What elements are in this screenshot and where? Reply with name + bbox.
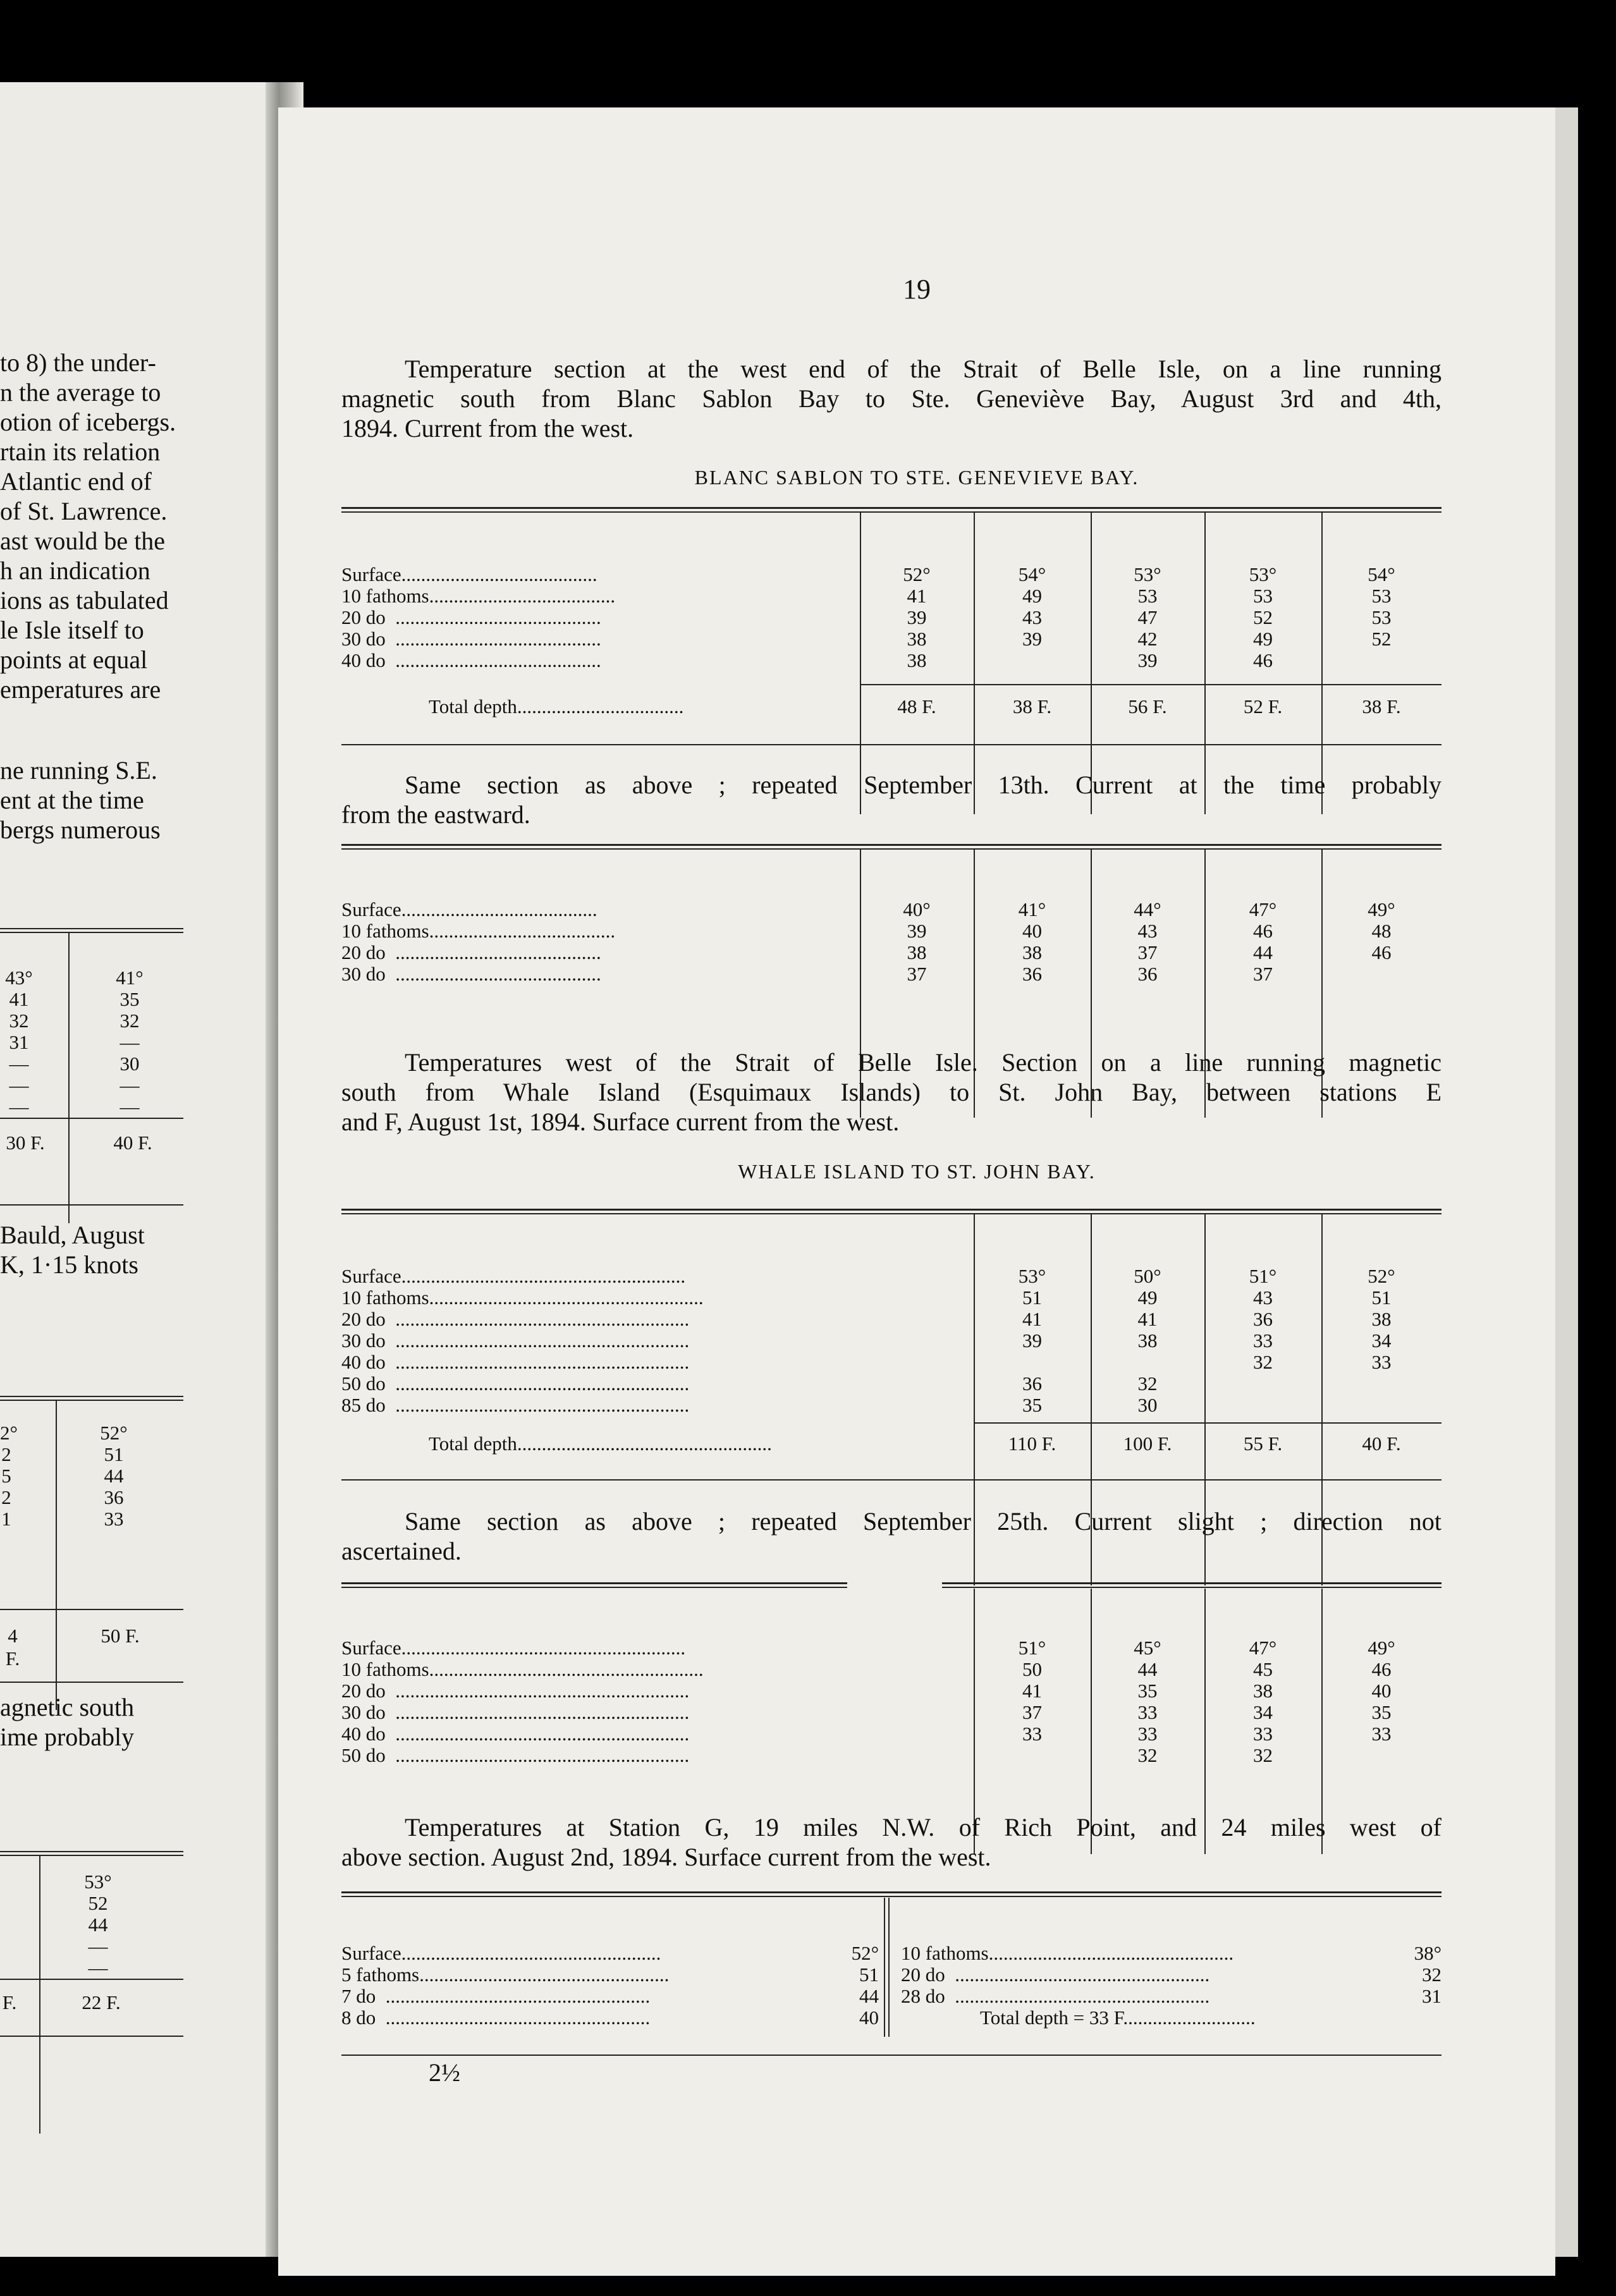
table-cell: 43 — [1137, 920, 1158, 942]
paragraph-line: from the eastward. — [341, 800, 530, 829]
facing-table-total: 40 F. — [113, 1132, 152, 1154]
table-cell: 41 — [1022, 1308, 1042, 1330]
table-cell: — — [88, 1957, 108, 1979]
table-cell: 36 — [1137, 963, 1158, 985]
table-cell: 51° — [1249, 1265, 1277, 1287]
column-divider — [888, 1898, 890, 2037]
table-cell: 52 — [1253, 606, 1273, 628]
row-label: Surface.......................................................... — [341, 1637, 686, 1659]
table-cell: — — [9, 1096, 29, 1118]
row-label: Surface.......................................................... — [341, 1265, 686, 1287]
table-cell: 38 — [907, 628, 927, 650]
table-cell: 53° — [1134, 563, 1161, 585]
row-labels — [341, 564, 615, 671]
facing-table-rule — [0, 1855, 183, 1856]
table-cell: 39 — [907, 920, 927, 942]
table-cell: 53° — [1018, 1265, 1046, 1287]
facing-table-rule — [0, 1118, 183, 1119]
page-edge — [1555, 107, 1578, 2257]
table-top-rule — [341, 844, 1442, 850]
data-column — [1091, 1637, 1204, 1766]
total-value: 56 F. — [1128, 695, 1167, 718]
table-cell: 38° — [1414, 1942, 1442, 1964]
facing-table-col — [70, 1871, 126, 1979]
facing-table-rule — [0, 1204, 183, 1206]
paragraph-line: magnetic south from Blanc Sablon Bay to Ste. Geneviève Bay, August 3rd and 4th, — [341, 384, 1442, 413]
row-label: 5 fathoms................................................... — [341, 1963, 670, 1986]
table-cell: 44 — [104, 1465, 124, 1487]
paragraph-line: south from Whale Island (Esquimaux Islands) to St. John Bay, between stations E — [341, 1078, 1442, 1106]
table-cell — [1321, 1745, 1442, 1766]
data-column — [835, 1943, 879, 2029]
row-label: 20 do ............................................................ — [341, 1308, 690, 1330]
table-cell: 30 — [1137, 1394, 1158, 1416]
facing-table-rule — [0, 1400, 183, 1401]
table-cell: 30 — [119, 1053, 140, 1075]
section-2-paragraph — [341, 770, 1442, 829]
data-column — [1204, 1637, 1321, 1766]
table-cell: 34 — [1371, 1329, 1392, 1352]
table-cell: 51 — [104, 1443, 124, 1465]
table-bottom-rule — [341, 2055, 1442, 2056]
table-cell — [1321, 963, 1442, 985]
page-19 — [278, 107, 1555, 2276]
data-column — [860, 564, 974, 671]
row-label: 30 do ............................................................ — [341, 1329, 690, 1352]
total-depth-label: Total depth.................................................... — [429, 1432, 772, 1455]
table-cell: 49 — [1253, 628, 1273, 650]
table-cell: 49° — [1368, 1637, 1395, 1659]
data-column — [1091, 564, 1204, 671]
facing-line: ime probably — [0, 1723, 135, 1751]
table-cell: 39 — [1022, 1329, 1042, 1352]
total-rule — [860, 684, 1442, 685]
facing-table-col — [0, 1422, 18, 1530]
table-cell: 35 — [1371, 1701, 1392, 1723]
row-labels — [341, 1943, 669, 2029]
data-column — [1321, 1266, 1442, 1416]
row-label: 50 do ............................................................ — [341, 1744, 690, 1766]
row-label: Surface..................................................... — [341, 1942, 661, 1964]
table-cell: 32 — [1422, 1963, 1442, 1986]
data-column — [860, 899, 974, 985]
table-cell: 41° — [116, 967, 144, 989]
table-cell: 52° — [100, 1422, 128, 1444]
paragraph-line: Temperatures west of the Strait of Belle Isle. Section on a line running magnetic — [405, 1048, 1442, 1077]
table-cell: — — [88, 1935, 108, 1957]
table-cell: 42 — [1137, 628, 1158, 650]
row-labels — [341, 1637, 704, 1766]
paragraph-line: and F, August 1st, 1894. Surface current from the west. — [341, 1108, 900, 1136]
table-cell: 43 — [1022, 606, 1042, 628]
table-cell: 32 — [9, 1010, 29, 1032]
table-cell: 1 — [1, 1508, 11, 1530]
facing-table-rule — [0, 1609, 183, 1610]
row-label: 10 fathoms...................................... — [341, 920, 616, 942]
total-value: 38 F. — [1012, 695, 1052, 718]
row-label: 40 do ............................................................ — [341, 1723, 690, 1745]
table-cell: 37 — [1022, 1701, 1042, 1723]
total-depth-label: Total depth.................................. — [429, 695, 684, 718]
table-bottom-rule — [341, 1479, 1442, 1481]
paragraph-line: above section. August 2nd, 1894. Surface current from the west. — [341, 1843, 991, 1871]
table-cell: 38 — [1253, 1680, 1273, 1702]
table-cell: 49 — [1137, 1286, 1158, 1309]
table-cell: 44° — [1134, 898, 1161, 920]
facing-line: points at equal — [0, 645, 148, 674]
table-cell: 48 — [1371, 920, 1392, 942]
table-cell: 38 — [907, 649, 927, 671]
row-label: 10 fathoms........................................................ — [341, 1286, 704, 1309]
section-5-paragraph — [341, 1812, 1442, 1872]
row-label: 30 do ............................................................ — [341, 1701, 690, 1723]
table-cell: 33 — [1253, 1329, 1273, 1352]
facing-line: h an indication — [0, 556, 150, 585]
table-cell: 2 — [1, 1486, 11, 1508]
table-cell: 44 — [88, 1914, 108, 1936]
paragraph-line: 1894. Current from the west. — [341, 414, 634, 443]
table-cell: 34 — [1253, 1701, 1273, 1723]
facing-page-text-d — [0, 1692, 134, 1752]
table-top-rule — [341, 1582, 847, 1588]
facing-line: rtain its relation — [0, 437, 161, 466]
facing-line: n the average to — [0, 378, 161, 406]
table-cell: 53° — [84, 1871, 112, 1893]
table-cell: 33 — [1022, 1723, 1042, 1745]
table-bottom-rule — [341, 744, 1442, 745]
paragraph-line: ascertained. — [341, 1537, 462, 1565]
table-cell: — — [119, 1031, 140, 1053]
table-cell: 37 — [907, 963, 927, 985]
total-value: 110 F. — [1008, 1432, 1056, 1455]
row-label: 20 do .................................................... — [901, 1963, 1210, 1986]
table-cell: 41 — [1137, 1308, 1158, 1330]
data-column — [974, 1266, 1091, 1416]
table-top-rule — [341, 1209, 1442, 1214]
table-cell: 36 — [1022, 1372, 1042, 1395]
facing-line: emperatures are — [0, 675, 161, 704]
paragraph-line: Same section as above ; repeated September 13th. Current at the time probably — [405, 771, 1442, 799]
row-labels — [341, 899, 615, 985]
table-cell: 47 — [1137, 606, 1158, 628]
facing-page — [0, 82, 272, 2257]
row-labels — [901, 1943, 1256, 2029]
facing-table-total: F. — [2, 1991, 17, 2013]
table-cell: 32 — [119, 1010, 140, 1032]
table-cell: 46 — [1371, 1658, 1392, 1680]
table-cell: 46 — [1253, 920, 1273, 942]
table-cell — [1321, 650, 1442, 671]
section-1-title: BLANC SABLON TO STE. GENEVIEVE BAY. — [694, 466, 1139, 489]
table-cell — [974, 1352, 1091, 1373]
row-label: 85 do ............................................................ — [341, 1394, 690, 1416]
table-cell: 33 — [1253, 1723, 1273, 1745]
table-cell: 40 — [859, 2006, 879, 2029]
facing-line: ions as tabulated — [0, 586, 169, 614]
table-cell: 47° — [1249, 1637, 1277, 1659]
table-cell: 32 — [1253, 1744, 1273, 1766]
facing-table-total: 30 F. — [6, 1132, 45, 1154]
total-value: 38 F. — [1362, 695, 1401, 718]
paragraph-line: Temperatures at Station G, 19 miles N.W. of Rich Point, and 24 miles west of — [405, 1813, 1442, 1841]
facing-table-divider — [39, 1855, 40, 2134]
facing-page-text-b — [0, 755, 161, 845]
data-column — [1204, 899, 1321, 985]
table-cell: 33 — [1137, 1723, 1158, 1745]
table-cell: 40 — [1371, 1680, 1392, 1702]
table-top-rule — [341, 507, 1442, 513]
facing-line: K, 1·15 knots — [0, 1250, 138, 1279]
facing-table-total: 22 F. — [82, 1991, 121, 2013]
table-cell: 39 — [1137, 649, 1158, 671]
row-label: 30 do .......................................... — [341, 628, 601, 650]
facing-line: bergs numerous — [0, 815, 161, 844]
table-cell: 33 — [1371, 1723, 1392, 1745]
table-cell: 33 — [104, 1508, 124, 1530]
facing-line: to 8) the under- — [0, 348, 156, 377]
total-value: 40 F. — [1362, 1432, 1401, 1455]
table-cell: 36 — [1022, 963, 1042, 985]
data-column — [1321, 1637, 1442, 1766]
table-cell: 51 — [1371, 1286, 1392, 1309]
facing-line: ne running S.E. — [0, 756, 157, 785]
table-cell: — — [119, 1074, 140, 1096]
table-cell: 52° — [903, 563, 931, 585]
row-label: 40 do ............................................................ — [341, 1351, 690, 1373]
table-cell: — — [9, 1053, 29, 1075]
facing-line: of St. Lawrence. — [0, 497, 168, 525]
table-top-rule — [341, 1891, 1442, 1897]
data-column — [1091, 899, 1204, 985]
table-cell: 53° — [1249, 563, 1277, 585]
table-cell: 52° — [851, 1942, 879, 1964]
table-cell — [1321, 1395, 1442, 1416]
signature-mark: 2½ — [429, 2058, 460, 2087]
data-column — [974, 564, 1091, 671]
row-label: 40 do .......................................... — [341, 649, 601, 671]
table-cell: 52 — [1371, 628, 1392, 650]
row-label: 7 do ...................................................... — [341, 1985, 651, 2007]
page-number: 19 — [903, 274, 931, 305]
table-cell: 38 — [1022, 941, 1042, 963]
row-label: 30 do .......................................... — [341, 963, 601, 985]
facing-table-rule — [0, 932, 183, 933]
total-value: 100 F. — [1123, 1432, 1172, 1455]
paragraph-line: Temperature section at the west end of the Strait of Belle Isle, on a line running — [405, 355, 1442, 383]
table-cell: 54° — [1368, 563, 1395, 585]
facing-table-rule — [0, 1851, 183, 1852]
row-label: 28 do .................................................... — [901, 1985, 1210, 2007]
table-cell: 51 — [1022, 1286, 1042, 1309]
row-label: 10 fathoms...................................... — [341, 585, 616, 607]
table-cell: 50 — [1022, 1658, 1042, 1680]
data-column — [974, 1637, 1091, 1766]
table-cell: 39 — [907, 606, 927, 628]
table-cell: 51° — [1018, 1637, 1046, 1659]
facing-table-rule — [0, 928, 183, 929]
table-cell: 2 — [1, 1443, 11, 1465]
table-cell: 40° — [903, 898, 931, 920]
table-top-rule — [942, 1582, 1442, 1588]
section-3-paragraph — [341, 1047, 1442, 1137]
row-label: Surface........................................ — [341, 563, 597, 585]
table-cell: 36 — [1253, 1308, 1273, 1330]
table-cell: 46 — [1253, 649, 1273, 671]
table-cell: 32 — [1137, 1744, 1158, 1766]
section-1-paragraph — [341, 354, 1442, 443]
table-cell: 41 — [1022, 1680, 1042, 1702]
facing-table-rule — [0, 1682, 183, 1683]
table-cell: — — [119, 1096, 140, 1118]
table-cell: 2° — [0, 1422, 18, 1444]
facing-table-rule — [0, 2036, 183, 2037]
facing-table-total: 50 F. — [101, 1625, 140, 1647]
facing-table-col — [0, 967, 38, 1118]
row-label: 10 fathoms.................................................. — [901, 1942, 1234, 1964]
table-cell: 53 — [1371, 606, 1392, 628]
table-cell: 45 — [1253, 1658, 1273, 1680]
table-cell: 50° — [1134, 1265, 1161, 1287]
table-cell — [1091, 1352, 1204, 1373]
table-cell: 41° — [1018, 898, 1046, 920]
facing-table-col — [95, 1422, 133, 1530]
table-cell: 37 — [1253, 963, 1273, 985]
table-cell — [1204, 1395, 1321, 1416]
total-value: 52 F. — [1243, 695, 1283, 718]
table-cell: 38 — [907, 941, 927, 963]
table-cell: 52 — [88, 1892, 108, 1914]
table-cell: 40 — [1022, 920, 1042, 942]
data-column — [1321, 564, 1442, 671]
table-cell: 44 — [1137, 1658, 1158, 1680]
table-cell — [974, 1745, 1091, 1766]
row-label: 8 do ...................................................... — [341, 2006, 651, 2029]
facing-line: otion of icebergs. — [0, 408, 176, 436]
facing-line: Bauld, August — [0, 1221, 145, 1249]
row-label: 50 do ............................................................ — [341, 1372, 690, 1395]
table-cell: 35 — [1022, 1394, 1042, 1416]
total-rule — [974, 1422, 1442, 1424]
data-column — [974, 899, 1091, 985]
facing-line: ast would be the — [0, 527, 166, 555]
column-divider — [884, 1898, 885, 2037]
table-cell: 32 — [1253, 1351, 1273, 1373]
facing-line: ent at the time — [0, 786, 144, 814]
table-cell: 38 — [1137, 1329, 1158, 1352]
table-cell: 32 — [1137, 1372, 1158, 1395]
row-label: 20 do .......................................... — [341, 606, 601, 628]
row-label: 10 fathoms........................................................ — [341, 1658, 704, 1680]
table-cell: 5 — [1, 1465, 11, 1487]
table-cell — [974, 650, 1091, 671]
table-cell — [1321, 1373, 1442, 1395]
section-3-title: WHALE ISLAND TO ST. JOHN BAY. — [738, 1160, 1096, 1183]
table-cell: 53 — [1253, 585, 1273, 607]
table-cell: — — [9, 1074, 29, 1096]
table-cell: 39 — [1022, 628, 1042, 650]
table-cell: 41 — [907, 585, 927, 607]
table-cell: 31 — [1422, 1985, 1442, 2007]
paragraph-line: Same section as above ; repeated September 25th. Current slight ; direction not — [405, 1507, 1442, 1536]
facing-table-rule — [0, 1979, 183, 1980]
facing-table-col — [111, 967, 149, 1118]
facing-line: Atlantic end of — [0, 467, 152, 496]
total-value: 55 F. — [1243, 1432, 1283, 1455]
table-cell: 44 — [859, 1985, 879, 2007]
table-cell: 49 — [1022, 585, 1042, 607]
table-cell: 43° — [5, 967, 33, 989]
facing-page-text-c — [0, 1220, 145, 1279]
data-column — [1391, 1943, 1442, 2007]
section-4-paragraph — [341, 1506, 1442, 1566]
table-cell: 45° — [1134, 1637, 1161, 1659]
table-cell: 47° — [1249, 898, 1277, 920]
row-label: Total depth = 33 F........................... — [980, 2006, 1256, 2029]
facing-page-text-a — [0, 348, 176, 704]
table-cell: 49° — [1368, 898, 1395, 920]
table-cell: 44 — [1253, 941, 1273, 963]
table-cell: 36 — [104, 1486, 124, 1508]
row-label: 20 do ............................................................ — [341, 1680, 690, 1702]
data-column — [1091, 1266, 1204, 1416]
table-cell: 35 — [1137, 1680, 1158, 1702]
row-label: Surface........................................ — [341, 898, 597, 920]
facing-table-divider — [56, 1400, 57, 1710]
table-cell: 46 — [1371, 941, 1392, 963]
table-cell: 31 — [9, 1031, 29, 1053]
table-cell: 33 — [1371, 1351, 1392, 1373]
row-label: 20 do .......................................... — [341, 941, 601, 963]
data-column — [1204, 1266, 1321, 1416]
table-cell: 53 — [1371, 585, 1392, 607]
facing-table-rule — [0, 1396, 183, 1397]
data-column — [1321, 899, 1442, 985]
table-cell: 51 — [859, 1963, 879, 1986]
total-value: 48 F. — [897, 695, 936, 718]
table-cell: 37 — [1137, 941, 1158, 963]
table-cell: 33 — [1137, 1701, 1158, 1723]
table-cell: 53 — [1137, 585, 1158, 607]
facing-line: le Isle itself to — [0, 616, 144, 644]
table-cell: 38 — [1371, 1308, 1392, 1330]
data-column — [1204, 564, 1321, 671]
table-cell: 41 — [9, 988, 29, 1010]
facing-table-divider — [68, 932, 70, 1223]
table-cell: 52° — [1368, 1265, 1395, 1287]
facing-line: agnetic south — [0, 1693, 135, 1721]
table-cell: 43 — [1253, 1286, 1273, 1309]
facing-table-total: 4 F. — [5, 1625, 20, 1670]
table-cell: 54° — [1018, 563, 1046, 585]
table-cell — [1204, 1373, 1321, 1395]
row-labels — [341, 1266, 704, 1416]
table-cell: 35 — [119, 988, 140, 1010]
